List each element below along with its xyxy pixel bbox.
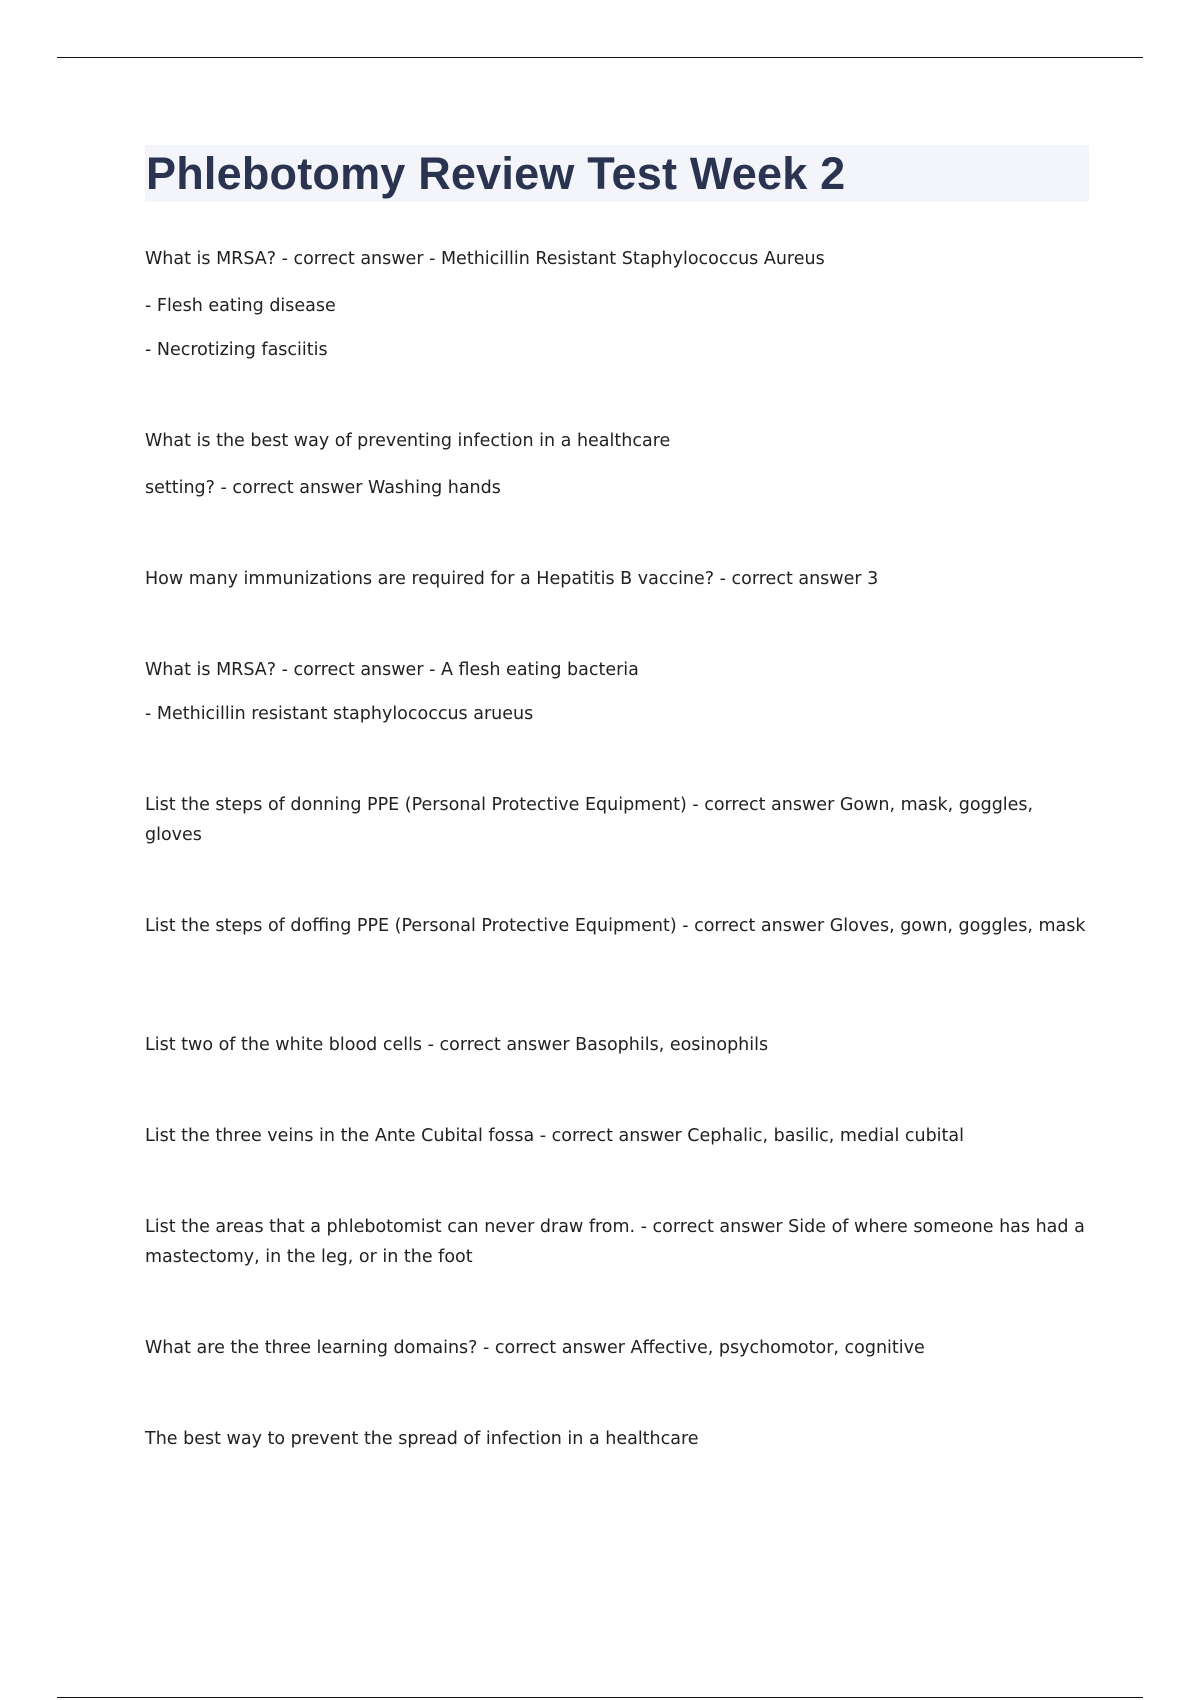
qa-line: List the three veins in the Ante Cubital fossa - correct answer Cephalic, basilic, medial cubital xyxy=(145,1126,964,1146)
bottom-divider xyxy=(57,1697,1143,1698)
qa-line: List the steps of doffing PPE (Personal Protective Equipment) - correct answer Gloves, gown, goggles, mask xyxy=(145,916,1086,936)
qa-line: What is MRSA? - correct answer - A flesh eating bacteria xyxy=(145,660,639,680)
page-title: Phlebotomy Review Test Week 2 xyxy=(146,148,846,199)
qa-line: List two of the white blood cells - correct answer Basophils, eosinophils xyxy=(145,1035,769,1055)
qa-line: How many immunizations are required for a Hepatitis B vaccine? - correct answer 3 xyxy=(145,569,879,589)
qa-line: setting? - correct answer Washing hands xyxy=(145,478,501,498)
qa-line: - Methicillin resistant staphylococcus arueus xyxy=(145,704,534,724)
qa-line: What are the three learning domains? - correct answer Affective, psychomotor, cognitive xyxy=(145,1338,925,1358)
qa-line: The best way to prevent the spread of infection in a healthcare xyxy=(145,1429,699,1449)
top-divider xyxy=(57,57,1143,58)
qa-line: What is the best way of preventing infection in a healthcare xyxy=(145,431,671,451)
qa-line: What is MRSA? - correct answer - Methicillin Resistant Staphylococcus Aureus xyxy=(145,249,825,269)
qa-line: List the steps of donning PPE (Personal Protective Equipment) - correct answer Gown, mask, goggles, gloves xyxy=(145,795,1034,845)
qa-line: - Flesh eating disease xyxy=(145,296,336,316)
qa-line: - Necrotizing fasciitis xyxy=(145,340,328,360)
qa-line: List the areas that a phlebotomist can never draw from. - correct answer Side of where someone has had a mastectomy, in the leg, or in the foot xyxy=(145,1217,1085,1267)
